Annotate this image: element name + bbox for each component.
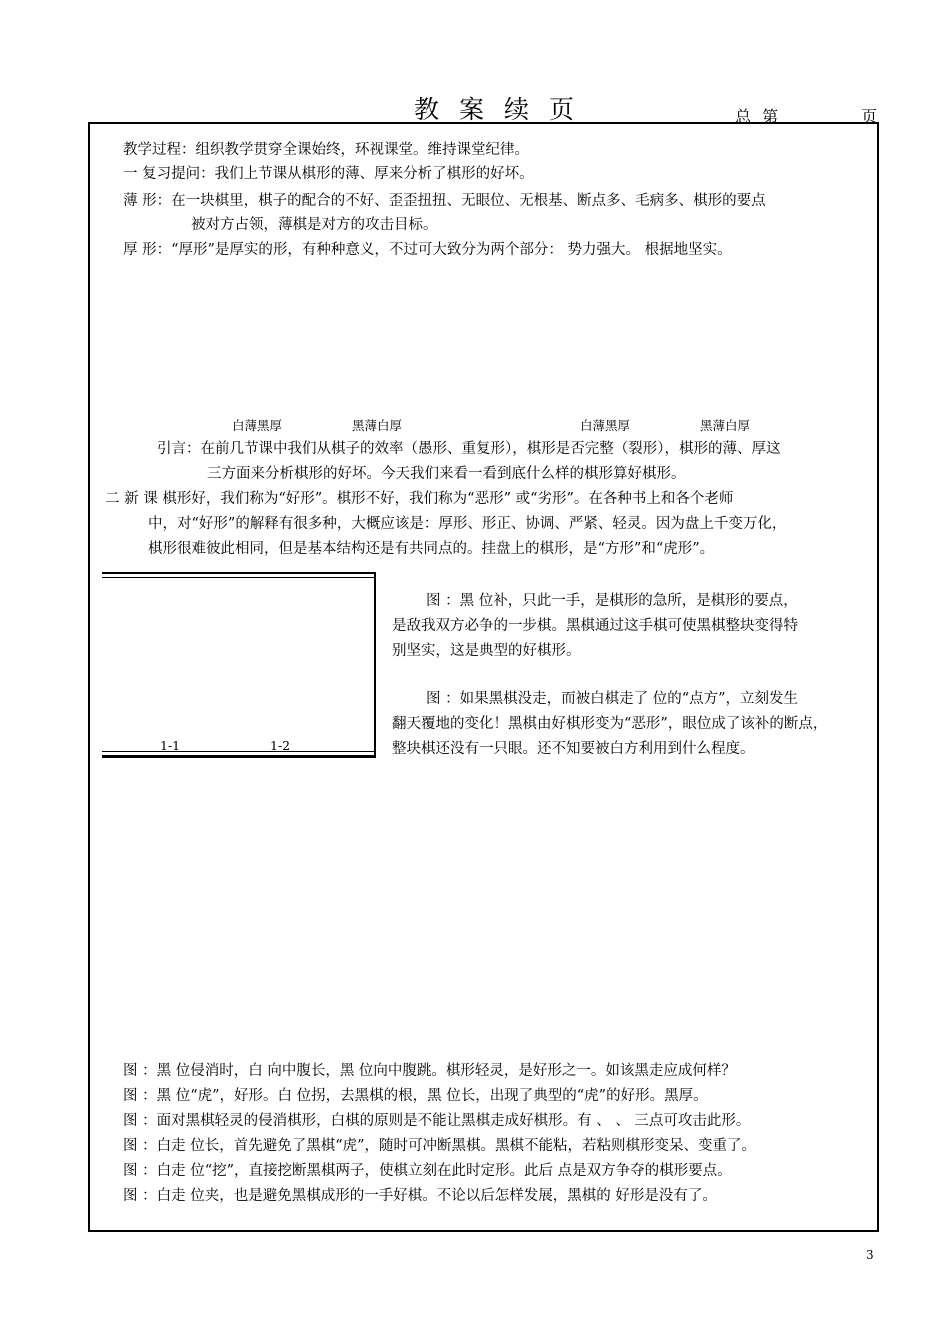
page-label-ye: 页 (861, 107, 878, 126)
text-line: 薄 形：在一块棋里，棋子的配合的不好、歪歪扭扭、无眼位、无根基、断点多、毛病多、棋形的要点 (123, 193, 766, 209)
diagram-caption: 黑薄白厚 (700, 418, 751, 433)
text-line: 图 ：白走 位“挖”，直接挖断黑棋两子，使棋立刻在此时定形。此后 点是双方争夺的棋形要点。 (123, 1163, 732, 1179)
figure-label: 1-1 (160, 738, 181, 753)
text-line: 图 ：黑 位补，只此一手，是棋形的急所，是棋形的要点， (426, 593, 798, 609)
figure-rule (102, 577, 374, 578)
figure-box (102, 572, 376, 758)
text-line: 一 复习提问：我们上节课从棋形的薄、厚来分析了棋形的好坏。 (123, 166, 534, 182)
text-line: 翻天覆地的变化！黑棋由好棋形变为“恶形”，眼位成了该补的断点， (392, 716, 828, 732)
text-line: 图 ：如果黑棋没走，而被白棋走了 位的“点方”，立刻发生 (426, 691, 799, 707)
diagram-caption: 白薄黑厚 (232, 418, 283, 433)
figure-rule (102, 751, 374, 752)
text-line: 中，对“好形”的解释有很多种，大概应该是：厚形、形正、协调、严紧、轻灵。因为盘上千变万化， (148, 516, 787, 532)
text-line: 厚 形：“厚形”是厚实的形，有种种意义，不过可大致分为两个部分： 势力强大。 根据地坚实。 (123, 242, 732, 258)
text-line: 是敌我双方必争的一步棋。黑棋通过这手棋可使黑棋整块变得特 (392, 618, 798, 634)
diagram-caption: 黑薄白厚 (352, 418, 403, 433)
text-line: 图 ：白走 位夹，也是避免黑棋成形的一手好棋。不论以后怎样发展，黑棋的 好形是没有了。 (123, 1188, 717, 1204)
text-line: 图 ：黑 位“虎”，好形。白 位拐，去黑棋的根，黑 位长，出现了典型的“虎”的好形。黑厚。 (123, 1088, 708, 1104)
page-label-di: 第 (762, 107, 779, 126)
text-line: 棋形很难彼此相同，但是基本结构还是有共同点的。挂盘上的棋形，是“方形”和“虎形”。 (148, 541, 715, 557)
text-line: 整块棋还没有一只眼。还不知要被白方利用到什么程度。 (392, 741, 755, 757)
diagram-caption: 白薄黑厚 (580, 418, 631, 433)
page-title: 教案续页 (414, 95, 595, 124)
text-line: 图 ：白走 位长，首先避免了黑棋“虎”，随时可冲断黑棋。黑棋不能粘，若粘则棋形变呆、变重了。 (123, 1138, 757, 1154)
page-label-total: 总 (735, 107, 752, 126)
text-line: 教学过程：组织教学贯穿全课始终，环视课堂。维持课堂纪律。 (123, 142, 529, 158)
text-line: 二 新 课 棋形好，我们称为“好形”。棋形不好，我们称为“恶形” 或“劣形”。在各种书上和各个老师 (105, 491, 734, 507)
text-line: 图 ：面对黑棋轻灵的侵消棋形，白棋的原则是不能让黑棋走成好棋形。有 、 、 三点可攻击此形。 (123, 1113, 751, 1129)
text-line: 引言：在前几节课中我们从棋子的效率（愚形、重复形），棋形是否完整（裂形），棋形的薄、厚这 (157, 441, 781, 457)
page-number: 3 (866, 1248, 874, 1262)
text-line: 三方面来分析棋形的好坏。今天我们来看一看到底什么样的棋形算好棋形。 (207, 466, 686, 482)
text-line: 被对方占领，薄棋是对方的攻击目标。 (191, 217, 438, 233)
figure-label: 1-2 (270, 738, 291, 753)
text-line: 别坚实，这是典型的好棋形。 (392, 643, 581, 659)
text-line: 图 ：黑 位侵消时，白 向中腹长，黑 位向中腹跳。棋形轻灵，是好形之一。如该黑走应成何样？ (123, 1063, 736, 1079)
